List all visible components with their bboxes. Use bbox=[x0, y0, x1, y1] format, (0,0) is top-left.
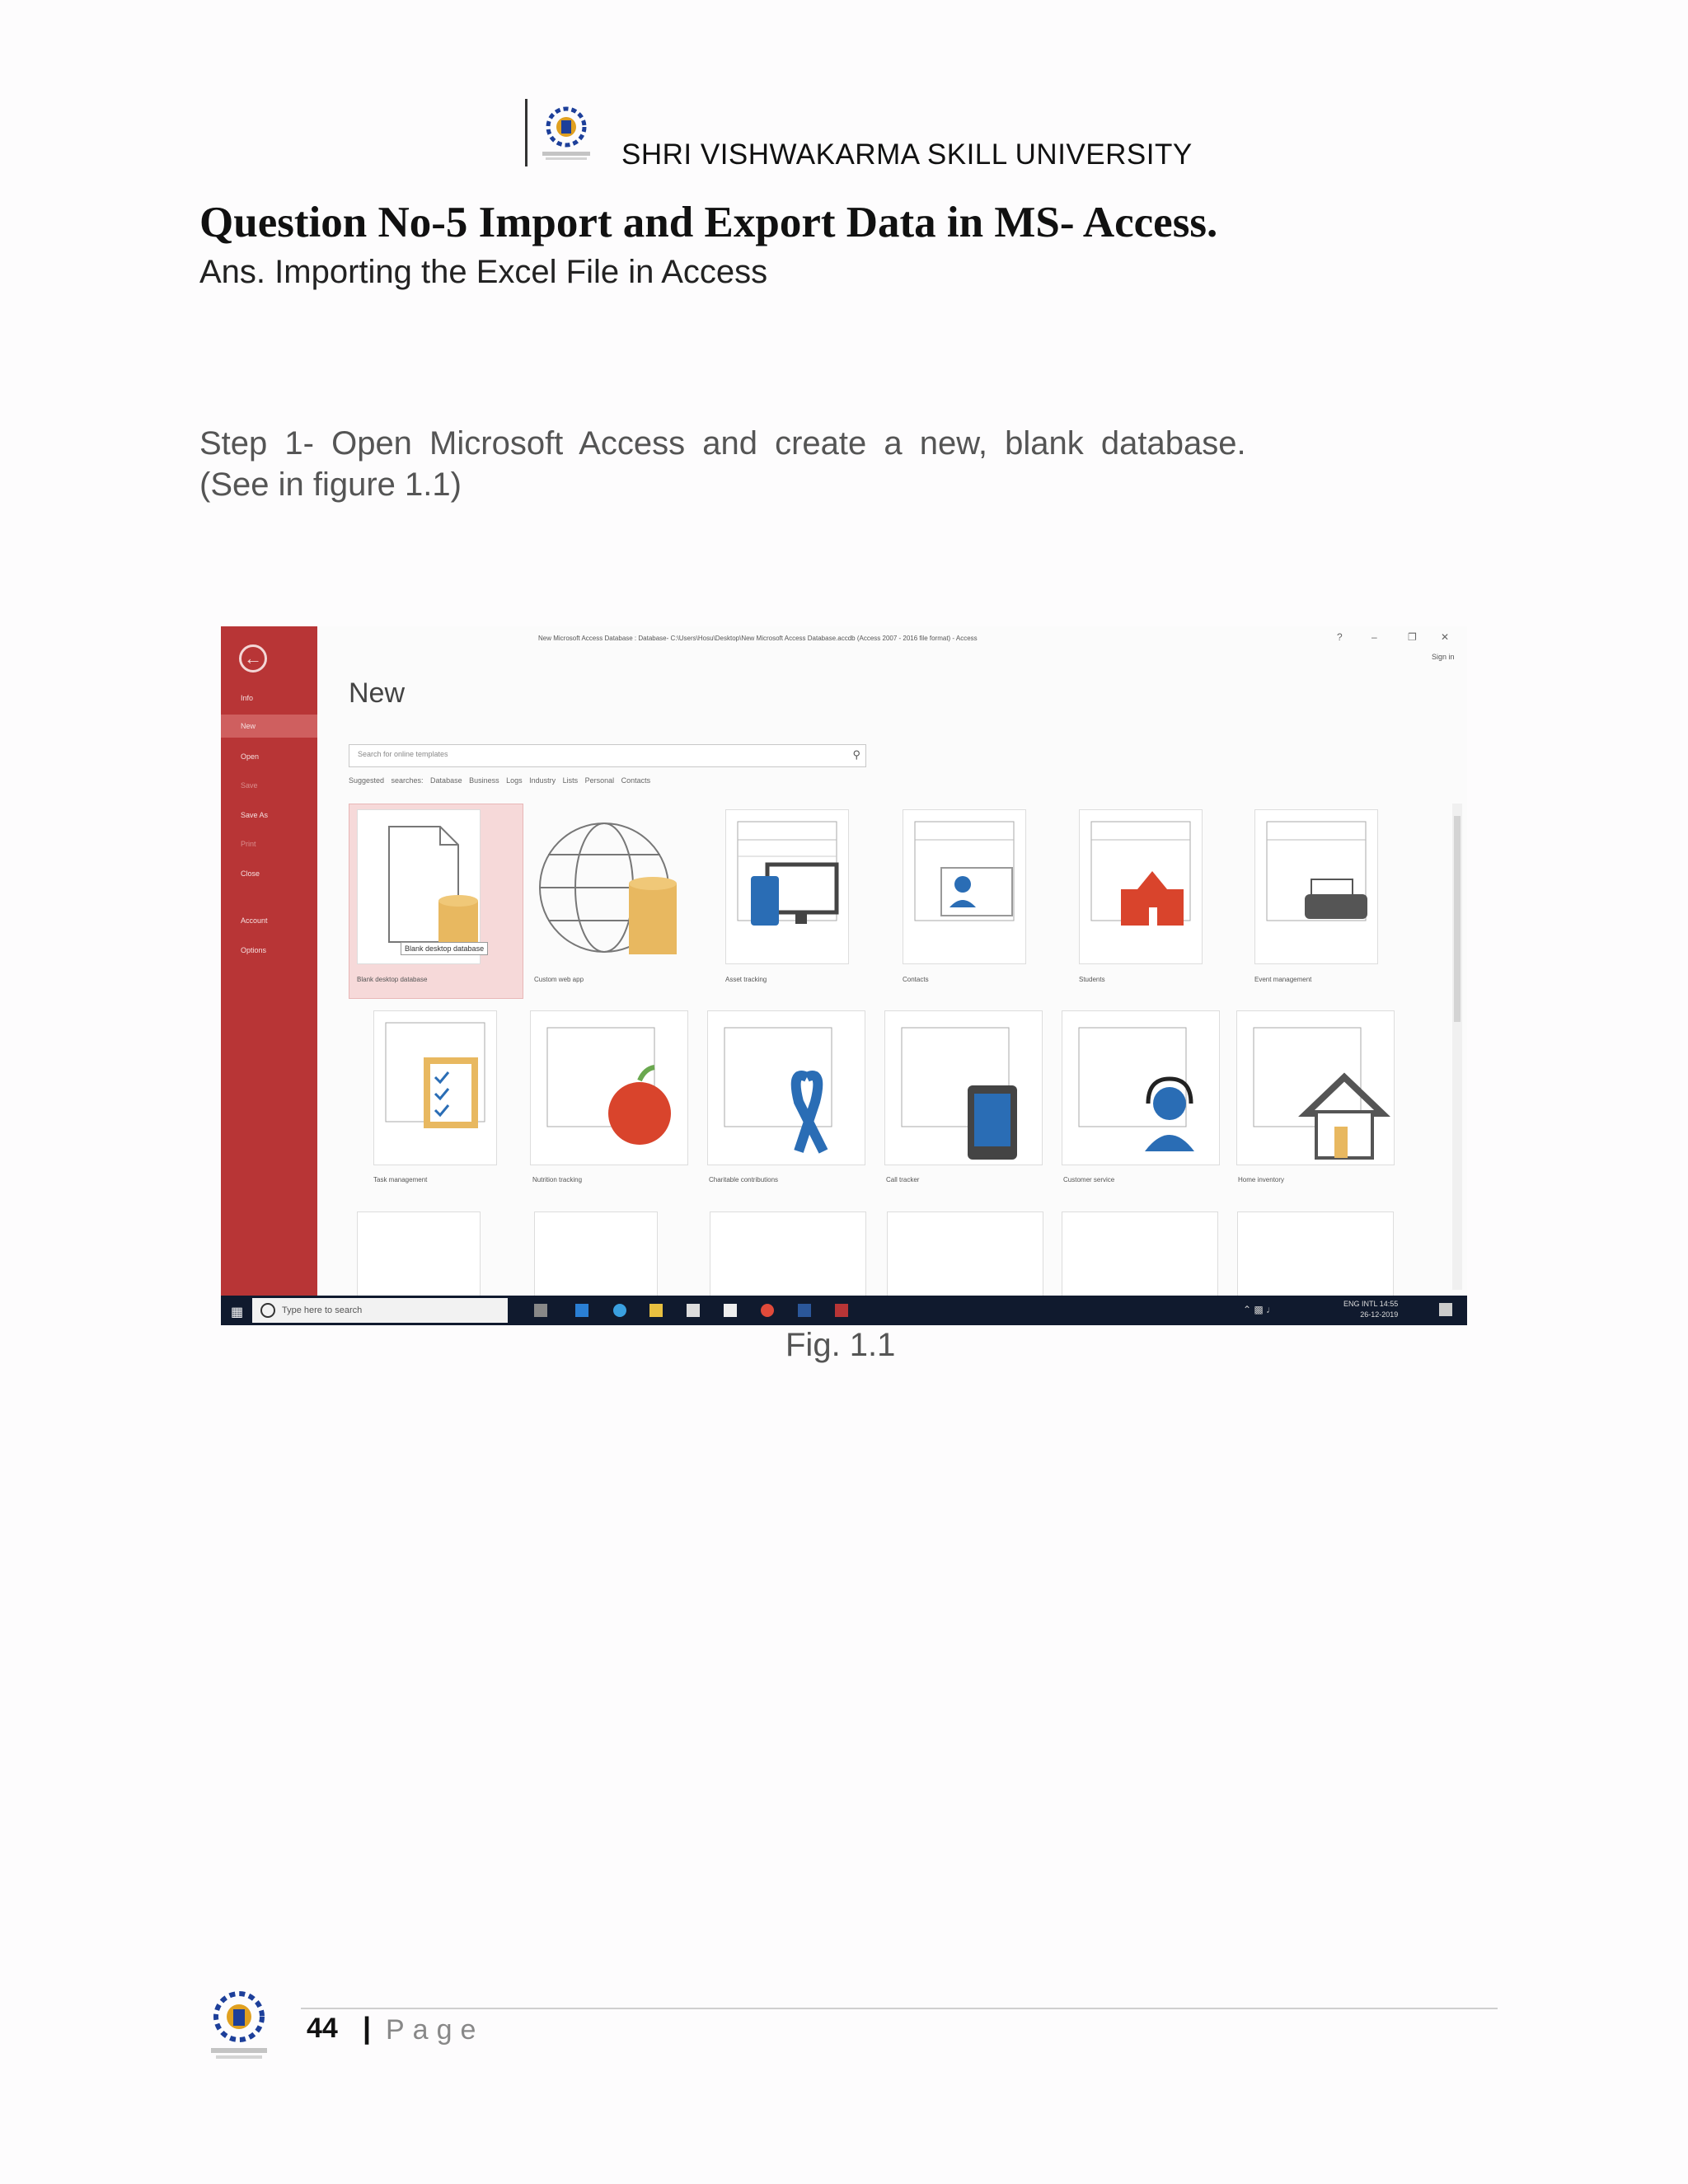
template-tile-partial[interactable] bbox=[1237, 1212, 1394, 1304]
tile-caption: Blank desktop database bbox=[357, 976, 428, 983]
tile-caption: Students bbox=[1079, 976, 1105, 983]
taskbar-date: 26-12-2019 bbox=[1360, 1310, 1399, 1319]
template-tile-nutrition-tracking[interactable] bbox=[530, 1010, 688, 1165]
devices-icon bbox=[726, 810, 848, 963]
minimize-button[interactable]: – bbox=[1372, 631, 1377, 643]
template-tile-blank-database[interactable] bbox=[357, 809, 485, 964]
sidebar-item-open[interactable]: Open bbox=[241, 752, 260, 761]
tile-caption: Charitable contributions bbox=[709, 1176, 779, 1183]
tile-caption: Asset tracking bbox=[725, 976, 767, 983]
page-word: Page bbox=[386, 2014, 485, 2046]
back-arrow-icon[interactable]: ← bbox=[239, 644, 267, 673]
tile-caption: Event management bbox=[1254, 976, 1312, 983]
template-tile-partial[interactable] bbox=[710, 1212, 866, 1304]
school-icon bbox=[1080, 810, 1202, 963]
system-tray-icons[interactable]: ⌃ ▩ ♩ bbox=[1243, 1304, 1277, 1315]
access-screenshot bbox=[221, 626, 1467, 1325]
taskbar-lang: ENG INTL bbox=[1343, 1300, 1378, 1308]
sidebar-item-save-as[interactable]: Save As bbox=[241, 811, 269, 819]
help-button[interactable]: ? bbox=[1337, 631, 1343, 643]
taskbar-clock[interactable] bbox=[1343, 1299, 1398, 1320]
sidebar-item-close[interactable]: Close bbox=[241, 869, 260, 878]
taskbar-time: 14:55 bbox=[1379, 1300, 1399, 1308]
search-icon[interactable]: ⚲ bbox=[852, 748, 860, 761]
mail-icon[interactable] bbox=[724, 1304, 737, 1317]
notifications-icon[interactable] bbox=[1439, 1303, 1452, 1316]
page-separator: | bbox=[363, 2011, 372, 2045]
globe-database-icon bbox=[530, 809, 695, 963]
answer-subtitle: Ans. Importing the Excel File in Access bbox=[199, 254, 768, 290]
file-explorer-icon[interactable] bbox=[649, 1304, 663, 1317]
sidebar-item-save[interactable]: Save bbox=[241, 781, 258, 790]
suggested-searches[interactable]: Suggested searches: Database Business Logs Industry Lists Personal Contacts bbox=[349, 776, 651, 785]
apple-icon bbox=[531, 1011, 687, 1165]
contact-card-icon bbox=[903, 810, 1025, 963]
taskbar-search-placeholder: Type here to search bbox=[282, 1305, 363, 1315]
tile-tooltip: Blank desktop database bbox=[401, 942, 488, 955]
template-tile-contacts[interactable] bbox=[903, 809, 1026, 964]
taskbar-search-box[interactable] bbox=[252, 1298, 508, 1323]
chrome-icon[interactable] bbox=[761, 1304, 774, 1317]
restore-button[interactable]: ❐ bbox=[1408, 631, 1417, 643]
store-icon[interactable] bbox=[687, 1304, 700, 1317]
tile-caption: Nutrition tracking bbox=[532, 1176, 583, 1183]
template-tile-partial[interactable] bbox=[357, 1212, 481, 1304]
backstage-sidebar bbox=[221, 626, 317, 1296]
sidebar-item-options[interactable]: Options bbox=[241, 946, 267, 954]
template-tile-students[interactable] bbox=[1079, 809, 1203, 964]
access-taskbar-icon[interactable] bbox=[835, 1304, 848, 1317]
header-divider bbox=[525, 99, 528, 166]
tile-caption: Customer service bbox=[1063, 1176, 1115, 1183]
cortana-icon bbox=[260, 1303, 275, 1318]
template-tile-home-inventory[interactable] bbox=[1236, 1010, 1395, 1165]
university-emblem-icon bbox=[534, 97, 598, 163]
tile-caption: Call tracker bbox=[886, 1176, 920, 1183]
template-tile-partial[interactable] bbox=[534, 1212, 658, 1304]
step-1-reference: (See in figure 1.1) bbox=[199, 466, 462, 503]
template-tile-partial[interactable] bbox=[887, 1212, 1043, 1304]
clipboard-icon bbox=[374, 1011, 496, 1165]
footer-rule bbox=[301, 2008, 1498, 2009]
ribbon-icon bbox=[708, 1011, 865, 1165]
tile-caption: Contacts bbox=[903, 976, 929, 983]
phone-icon bbox=[885, 1011, 1042, 1165]
template-tile-call-tracker[interactable] bbox=[884, 1010, 1043, 1165]
search-placeholder: Search for online templates bbox=[358, 750, 448, 758]
sidebar-item-print[interactable]: Print bbox=[241, 840, 256, 848]
new-heading: New bbox=[349, 677, 406, 709]
sidebar-item-account[interactable]: Account bbox=[241, 916, 268, 925]
word-icon[interactable] bbox=[798, 1304, 811, 1317]
template-tile-partial[interactable] bbox=[1062, 1212, 1218, 1304]
edge-icon[interactable] bbox=[575, 1304, 588, 1317]
template-tile-custom-web-app[interactable] bbox=[530, 809, 652, 963]
tile-caption: Home inventory bbox=[1238, 1176, 1285, 1183]
university-name: SHRI VISHWAKARMA SKILL UNIVERSITY bbox=[621, 138, 1193, 171]
windows-taskbar bbox=[221, 1296, 1467, 1325]
template-tile-event-management[interactable] bbox=[1254, 809, 1378, 964]
template-tile-customer-service[interactable] bbox=[1062, 1010, 1220, 1165]
headset-icon bbox=[1062, 1011, 1219, 1165]
university-emblem-icon bbox=[198, 1982, 280, 2064]
blank-database-icon bbox=[358, 810, 480, 963]
tile-caption: Custom web app bbox=[534, 976, 584, 983]
template-search-input[interactable] bbox=[349, 744, 866, 767]
template-tile-asset-tracking[interactable] bbox=[725, 809, 849, 964]
page-number: 44 bbox=[307, 2013, 338, 2044]
task-view-icon[interactable] bbox=[534, 1304, 547, 1317]
house-icon bbox=[1237, 1011, 1394, 1165]
sidebar-item-info[interactable]: Info bbox=[241, 694, 254, 702]
tile-caption: Task management bbox=[373, 1176, 428, 1183]
sidebar-item-new[interactable]: New bbox=[241, 722, 256, 730]
scrollbar-thumb[interactable] bbox=[1454, 816, 1461, 1022]
sidebar-selected-highlight bbox=[221, 715, 317, 738]
question-title: Question No-5 Import and Export Data in MS- Access. bbox=[199, 199, 1218, 246]
template-tile-task-management[interactable] bbox=[373, 1010, 497, 1165]
window-title: New Microsoft Access Database : Database- C:\Users\Hosu\Desktop\New Microsoft Access Database.accdb (Access 2007 - 2016 file format) - Access bbox=[538, 635, 978, 642]
sign-in-link[interactable]: Sign in bbox=[1432, 653, 1455, 661]
windows-start-icon[interactable]: ▦ bbox=[231, 1305, 244, 1319]
printer-icon bbox=[1255, 810, 1377, 963]
close-window-button[interactable]: ✕ bbox=[1441, 631, 1450, 643]
figure-caption: Fig. 1.1 bbox=[785, 1327, 896, 1363]
browser-icon[interactable] bbox=[613, 1304, 626, 1317]
step-1-text: Step 1- Open Microsoft Access and create a new, blank database. bbox=[199, 425, 1246, 462]
template-tile-charitable-contributions[interactable] bbox=[707, 1010, 865, 1165]
